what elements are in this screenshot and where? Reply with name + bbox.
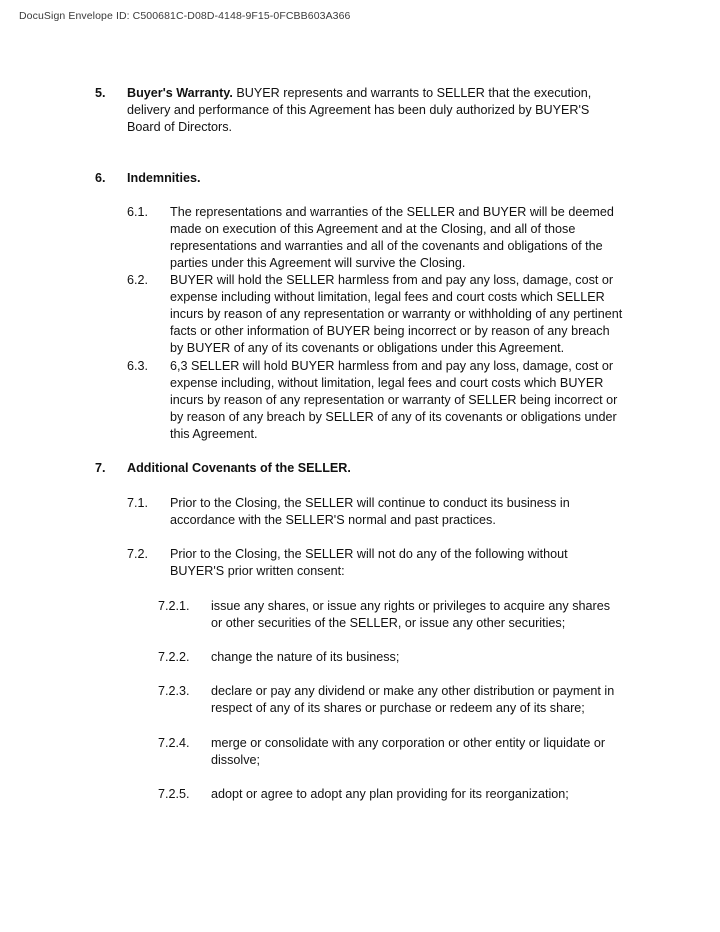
section-5-body — [127, 85, 687, 136]
text-line: or other securities of the SELLER, or issue any other securities; — [211, 616, 566, 630]
section-number: 6. — [95, 171, 106, 185]
text-line: Prior to the Closing, the SELLER will not do any of the following without — [170, 547, 568, 561]
text-line: incurs by reason of any representation or warranty or withholding of any pertinent — [170, 307, 623, 321]
text-line: respect of any of its shares or purchase or redeem any of its share; — [211, 701, 585, 715]
text-line: delivery and performance of this Agreement has been duly authorized by BUYER'S — [127, 103, 590, 117]
clause-number: 7.2. — [127, 547, 149, 561]
subclause-7-2-5-text — [211, 786, 691, 803]
section-title: Buyer's Warranty. — [127, 86, 233, 100]
subclause-number: 7.2.3. — [158, 684, 190, 698]
subclause-number: 7.2.1. — [158, 599, 190, 613]
clause-6-2-text — [170, 272, 690, 357]
clause-number: 6.1. — [127, 205, 149, 219]
text-line: Board of Directors. — [127, 120, 232, 134]
section-number: 7. — [95, 461, 106, 475]
subclause-number: 7.2.4. — [158, 736, 190, 750]
text-line: expense including without limitation, legal fees and court costs which SELLER — [170, 290, 605, 304]
text-line: declare or pay any dividend or make any other distribution or payment in — [211, 684, 615, 698]
text-line: change the nature of its business; — [211, 650, 400, 664]
text-line: facts or other information of BUYER being incorrect or by reason of any breach — [170, 324, 610, 338]
text-line: made on execution of this Agreement and at the Closing, and all of those — [170, 222, 576, 236]
subclause-7-2-1-text — [211, 598, 691, 632]
text-line: dissolve; — [211, 753, 260, 767]
text-line: The representations and warranties of the SELLER and BUYER will be deemed — [170, 205, 614, 219]
text-line: merge or consolidate with any corporation or other entity or liquidate or — [211, 736, 606, 750]
text-line: BUYER will hold the SELLER harmless from and pay any loss, damage, cost or — [170, 273, 614, 287]
clause-6-1-text — [170, 204, 690, 272]
text-line: incurs by reason of any representation or warranty of SELLER being incorrect or — [170, 393, 618, 407]
text-line: BUYER'S prior written consent: — [170, 564, 345, 578]
subclause-number: 7.2.5. — [158, 787, 190, 801]
clause-number: 6.2. — [127, 273, 149, 287]
clause-7-1-text — [170, 495, 690, 529]
clause-7-2-text — [170, 546, 690, 580]
text-line: accordance with the SELLER'S normal and past practices. — [170, 513, 496, 527]
text-line: Prior to the Closing, the SELLER will continue to conduct its business in — [170, 496, 570, 510]
subclause-number: 7.2.2. — [158, 650, 190, 664]
clause-number: 7.1. — [127, 496, 149, 510]
text-line: representations and warranties and all of the covenants and obligations of the — [170, 239, 603, 253]
clause-number: 6.3. — [127, 359, 149, 373]
subclause-7-2-4-text — [211, 735, 691, 769]
text-line: this Agreement. — [170, 427, 258, 441]
text-line: by BUYER of any of its covenants or obligations under this Agreement. — [170, 341, 565, 355]
section-title: Additional Covenants of the SELLER. — [127, 461, 351, 475]
section-title: Indemnities. — [127, 171, 201, 185]
subclause-7-2-2-text — [211, 649, 691, 666]
text-line: by reason of any breach by SELLER of any of its covenants or obligations under — [170, 410, 617, 424]
text-line: adopt or agree to adopt any plan providing for its reorganization; — [211, 787, 569, 801]
subclause-7-2-3-text — [211, 683, 691, 717]
text-line: BUYER represents and warrants to SELLER that the execution, — [232, 86, 592, 100]
envelope-id: DocuSign Envelope ID: C500681C-D08D-4148-9F15-0FCBB603A366 — [19, 10, 351, 22]
section-number: 5. — [95, 86, 106, 100]
text-line: 6,3 SELLER will hold BUYER harmless from and pay any loss, damage, cost or — [170, 359, 614, 373]
clause-6-3-text — [170, 358, 690, 443]
text-line: parties under this Agreement will survive the Closing. — [170, 256, 466, 270]
text-line: expense including, without limitation, legal fees and court costs which BUYER — [170, 376, 604, 390]
text-line: issue any shares, or issue any rights or privileges to acquire any shares — [211, 599, 610, 613]
